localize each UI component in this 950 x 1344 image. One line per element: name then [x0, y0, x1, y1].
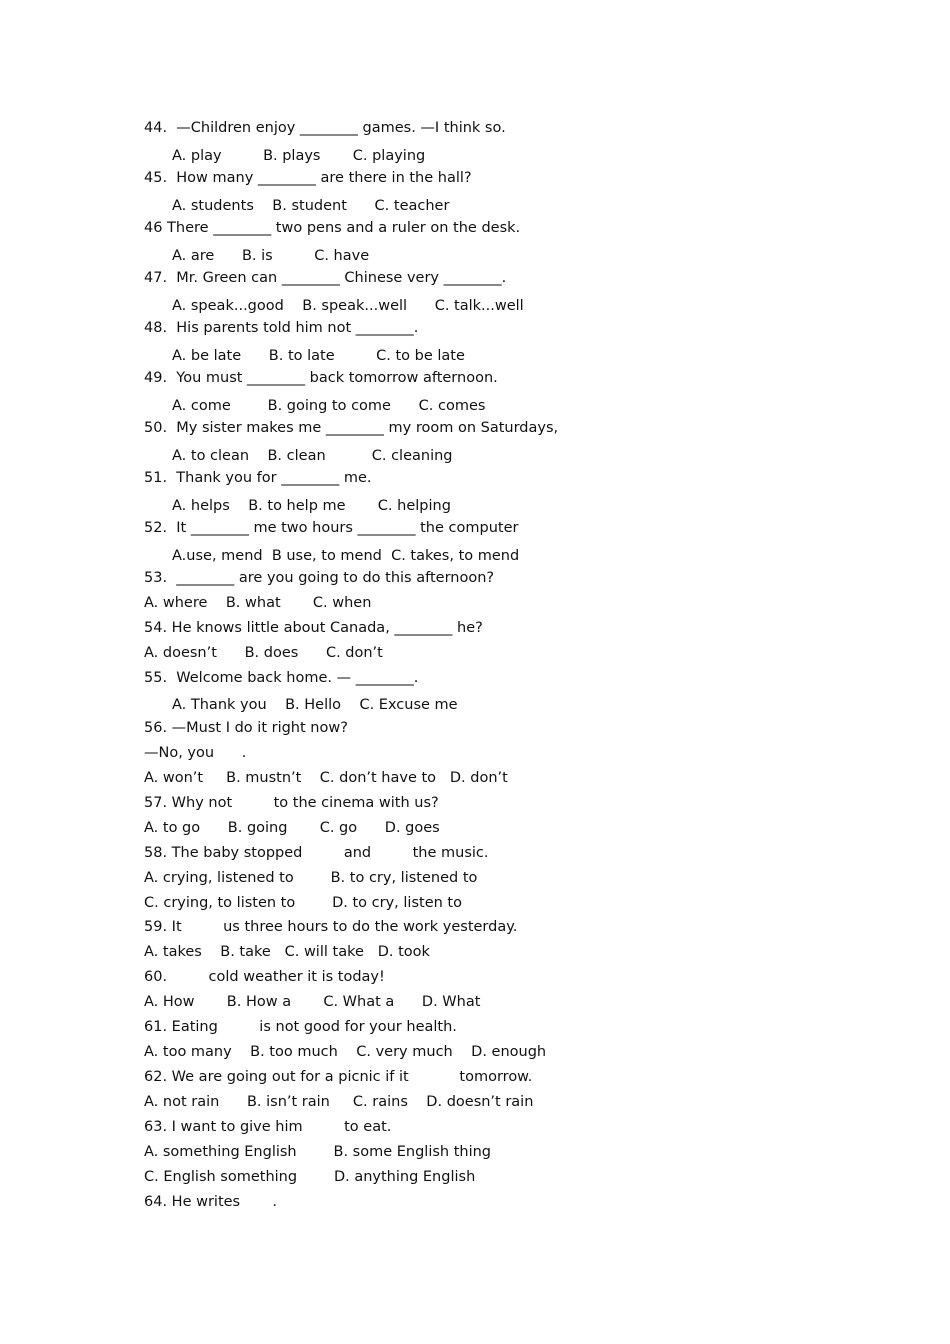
question-56-reply: —No, you . [144, 745, 247, 761]
options-61: A. too many B. too much C. very much D. enough [144, 1044, 547, 1060]
question-51: 51. Thank you for ________ me. [144, 470, 372, 486]
options-48: A. be late B. to late C. to be late [172, 348, 465, 364]
options-46: A. are B. is C. have [172, 248, 370, 264]
options-54: A. doesn’t B. does C. don’t [144, 645, 383, 661]
question-48: 48. His parents told him not ________. [144, 320, 419, 336]
question-62: 62. We are going out for a picnic if it tomorrow. [144, 1069, 533, 1085]
options-62: A. not rain B. isn’t rain C. rains D. doesn’t rain [144, 1094, 534, 1110]
options-50: A. to clean B. clean C. cleaning [172, 448, 453, 464]
options-63-cd: C. English something D. anything English [144, 1169, 476, 1185]
question-53: 53. ________ are you going to do this afternoon? [144, 570, 495, 586]
question-64: 64. He writes . [144, 1194, 277, 1210]
question-58: 58. The baby stopped and the music. [144, 845, 489, 861]
question-52: 52. It ________ me two hours ________ the computer [144, 520, 519, 536]
options-59: A. takes B. take C. will take D. took [144, 944, 430, 960]
question-61: 61. Eating is not good for your health. [144, 1019, 457, 1035]
options-45: A. students B. student C. teacher [172, 198, 450, 214]
options-57: A. to go B. going C. go D. goes [144, 820, 440, 836]
options-51: A. helps B. to help me C. helping [172, 498, 451, 514]
question-56: 56. —Must I do it right now? [144, 720, 348, 736]
options-53: A. where B. what C. when [144, 595, 372, 611]
question-59: 59. It us three hours to do the work yesterday. [144, 919, 518, 935]
question-63: 63. I want to give him to eat. [144, 1119, 392, 1135]
options-58-ab: A. crying, listened to B. to cry, listened to [144, 870, 478, 886]
options-52: A.use, mend B use, to mend C. takes, to mend [172, 548, 520, 564]
options-55: A. Thank you B. Hello C. Excuse me [172, 697, 458, 713]
options-44: A. play B. plays C. playing [172, 148, 426, 164]
options-49: A. come B. going to come C. comes [172, 398, 486, 414]
options-47: A. speak...good B. speak...well C. talk...well [172, 298, 524, 314]
question-45: 45. How many ________ are there in the hall? [144, 170, 472, 186]
question-49: 49. You must ________ back tomorrow afternoon. [144, 370, 498, 386]
question-54: 54. He knows little about Canada, ________ he? [144, 620, 483, 636]
options-58-cd: C. crying, to listen to D. to cry, listen to [144, 895, 462, 911]
question-47: 47. Mr. Green can ________ Chinese very ________. [144, 270, 507, 286]
question-55: 55. Welcome back home. — ________. [144, 670, 419, 686]
question-50: 50. My sister makes me ________ my room on Saturdays, [144, 420, 559, 436]
options-56: A. won’t B. mustn’t C. don’t have to D. don’t [144, 770, 508, 786]
question-57: 57. Why not to the cinema with us? [144, 795, 439, 811]
question-46: 46 There ________ two pens and a ruler on the desk. [144, 220, 521, 236]
question-60: 60. cold weather it is today! [144, 969, 385, 985]
question-44: 44. —Children enjoy ________ games. —I think so. [144, 120, 506, 136]
options-63-ab: A. something English B. some English thing [144, 1144, 492, 1160]
options-60: A. How B. How a C. What a D. What [144, 994, 481, 1010]
